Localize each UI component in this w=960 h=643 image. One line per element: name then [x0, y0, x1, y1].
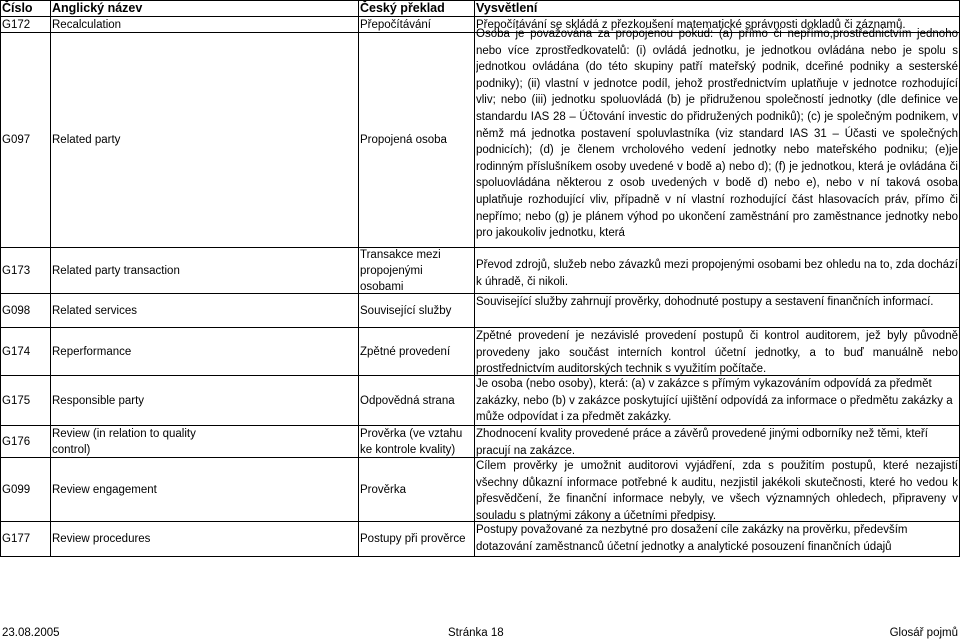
row-id: G097 [2, 134, 31, 146]
row-id: G174 [2, 345, 31, 358]
row-explanation: Zhodnocení kvality provedené práce a závěrů provedené jinými odborníky než těmi, kteří pracují na zakázce. [476, 428, 928, 457]
row-czech: Zpětné provedení [360, 345, 451, 358]
footer-title: Glosář pojmů [889, 627, 958, 639]
row-english: Review procedures [52, 533, 151, 545]
row-english: Review (in relation to quality control) [52, 428, 196, 456]
row-explanation: Cílem prověrky je umožnit auditorovi vyjádření, zda s použitím postupů, které nezajistí všechny důkazní informace potřebné k auditu, nezjistil jakékoli skutečnosti, které ho vedou k přesvědčení, že finanční informace nebyly, ve všech významných ohledech, připraveny v souladu s platnými zákony a účetními předpisy. [476, 460, 958, 521]
row-explanation: Zpětné provedení je nezávislé provedení postupů či kontrol auditorem, jež byly původně provedeny jako součást interních kontrol účetní jednotky, a to buď manuálně nebo prostřednictvím auditorských technik s využitím počítače. [476, 330, 958, 375]
header-czech: Český překlad [360, 1, 445, 15]
row-czech: Prověrka [360, 483, 407, 496]
row-english: Review engagement [52, 483, 157, 496]
row-explanation: Osoba je považována za propojenou pokud: (a) přímo či nepřímo,prostřednictvím jednoho nebo více zprostředkovatelů: (i) ovládá jednotku, je jednotkou ovládána nebo je spolu s jednotkou ovládána (do této skupiny patří mateřský podnik, dceřiné podniky a sesterské podniky); (ii) vlastní v jednotce podíl, jehož prostřednictvím uplatňuje v jednotce rozhodující vliv; nebo (iii) jednotku spoluovládá (b) je přidruženou společností jednotky (dle definice ve standardu IAS 28 – Účtování investic do přidružených podniků); (c) je společným podnikem, v němž má jednotka postavení spoluvlastníka (viz standard IAS 31 – Účasti ve společných podnicích); (d) je členem vrcholového vedení jednotky nebo mateřského podniku; (e)je rodinným příslušníkem osoby uvedené v bodě a) nebo d); (f) je jednotkou, která je ovládána či spoluovládána některou z osob uvedených v bodě d) nebo e), nebo v ní taková osoba uplatňuje rozhodující vliv, případně v ní vlastní rozhodující část hlasovacích práv, přímo či nepřímo; nebo (g) je plánem výhod po ukončení zaměstnání pro zaměstnance jednotky nebo pro jakoukoliv jednotku, která [476, 28, 958, 240]
row-czech: Prověrka (ve vztahu ke kontrole kvality) [360, 428, 463, 456]
row-id: G099 [2, 483, 31, 496]
table-row [0, 522, 960, 557]
table-row [0, 28, 960, 248]
row-id: G172 [2, 18, 31, 31]
row-id: G177 [2, 533, 31, 545]
footer-page: Stránka 18 [448, 627, 504, 639]
table-row [0, 248, 960, 294]
row-id: G176 [2, 435, 31, 448]
row-czech: Odpovědná strana [360, 394, 455, 407]
row-id: G098 [2, 304, 31, 317]
table-row [0, 294, 960, 328]
row-english: Related party transaction [52, 264, 180, 277]
table-row [0, 458, 960, 522]
row-czech: Postupy při prověrce [360, 533, 466, 545]
table-header [0, 0, 960, 17]
row-id: G173 [2, 264, 31, 277]
header-number: Číslo [2, 1, 33, 15]
row-czech: Propojená osoba [360, 134, 447, 146]
row-czech: Transakce mezi propojenými osobami [360, 248, 441, 293]
row-english: Related services [52, 304, 138, 317]
table-row [0, 376, 960, 426]
table-row [0, 328, 960, 376]
row-id: G175 [2, 394, 31, 407]
row-explanation: Související služby zahrnují prověrky, dohodnuté postupy a sestavení finančních informací. [476, 296, 934, 308]
row-english: Responsible party [52, 394, 145, 407]
header-english: Anglický název [52, 1, 143, 15]
header-explanation: Vysvětlení [476, 1, 538, 15]
row-english: Reperformance [52, 345, 132, 358]
row-explanation: Přepočítávání se skládá z přezkoušení matematické správnosti dokladů či záznamů. [476, 18, 906, 31]
row-english: Recalculation [52, 18, 122, 31]
table-row [0, 426, 960, 458]
row-czech: Související služby [360, 304, 452, 317]
footer-date: 23.08.2005 [2, 627, 60, 639]
row-english: Related party [52, 134, 121, 146]
row-czech: Přepočítávání [360, 18, 431, 31]
row-explanation: Je osoba (nebo osoby), která: (a) v zakázce s přímým vykazováním odpovídá za předmět zakázky, nebo (b) v zakázce poskytující ujištění odpovídá za informace o předmětu zakázky a může odpovídat i za předmět zakázky. [476, 378, 953, 424]
row-explanation: Postupy považované za nezbytné pro dosažení cíle zakázky na prověrku, především dotazování zaměstnanců účetní jednotky a analytické posouzení finančních údajů [476, 524, 908, 553]
row-explanation: Převod zdrojů, služeb nebo závazků mezi propojenými osobami bez ohledu na to, zda dochází k úhradě, či nikoli. [476, 258, 958, 288]
